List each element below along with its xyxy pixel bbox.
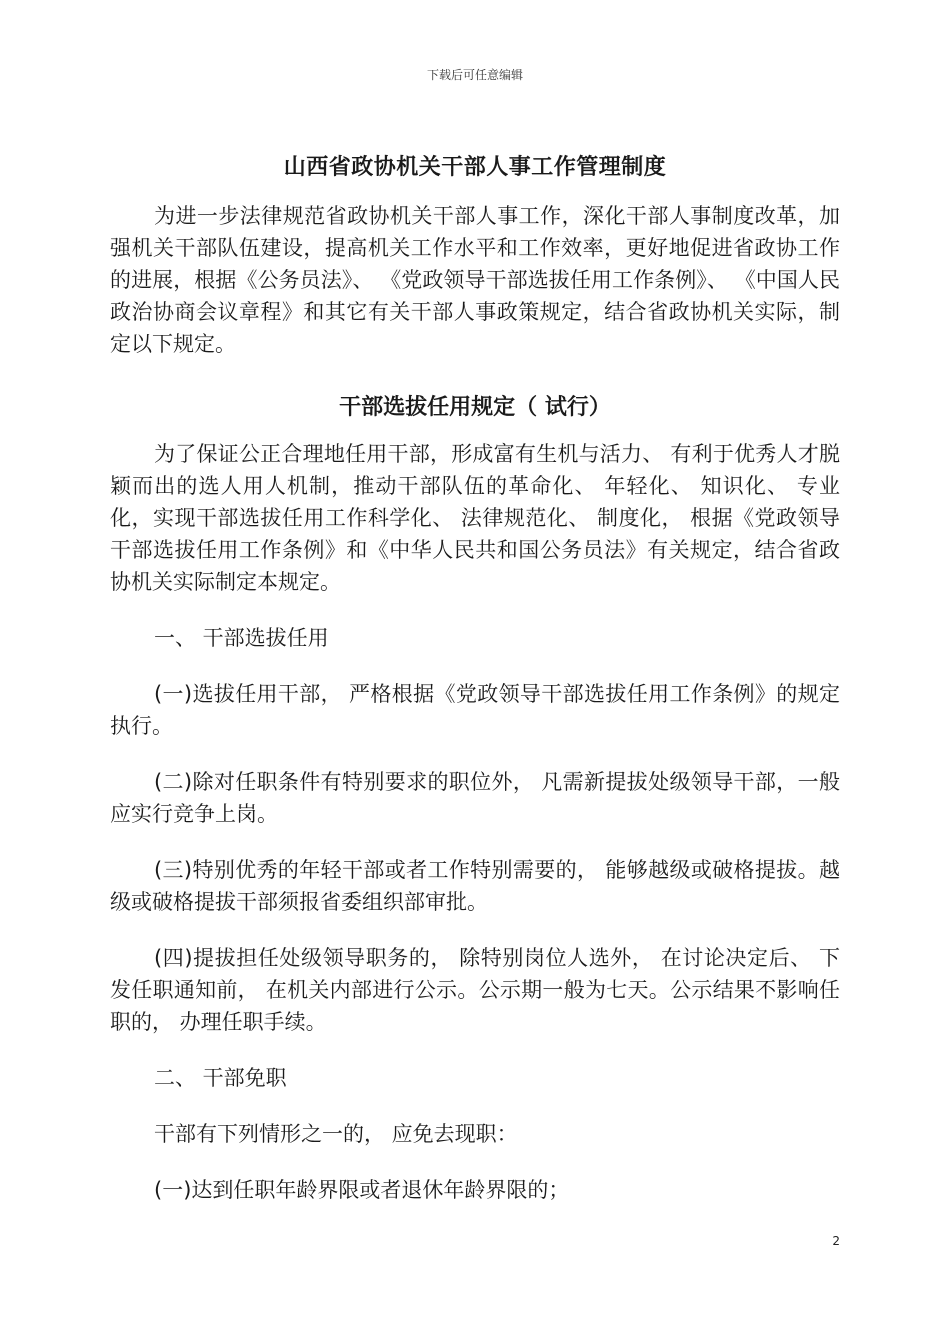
page-number: 2 [832, 1234, 840, 1248]
page-header: 下载后可任意编辑 [426, 68, 523, 82]
item-selection-4: (四)提拔担任处级领导职务的， 除特别岗位人选外， 在讨论决定后、 下发任职通知前， 在机关内部进行公示。公示期一般为七天。公示结果不影响任职的， 办理任职手续。 [110, 946, 840, 1034]
dismissal-lead: 干部有下列情形之一的， 应免去现职： [154, 1122, 518, 1146]
document-title: 山西省政协机关干部人事工作管理制度 [283, 155, 667, 180]
paragraph-purpose: 为了保证公正合理地任用干部，形成富有生机与活力、 有利于优秀人才脱颖而出的选人用人机制，推动干部队伍的革命化、 年轻化、 知识化、 专业化，实现干部选拔任用工作科学化、 法律规范化、 制度化， 根据《党政领导干部选拔任用工作条例》和《中华人民共和国公务员法》有关规定，结合省政协机关实际制定本规定。 [110, 442, 840, 594]
item-selection-1: (一)选拔任用干部， 严格根据《党政领导干部选拔任用工作条例》的规定执行。 [110, 682, 840, 738]
section-title: 干部选拔任用规定（ 试行） [339, 395, 611, 420]
item-selection-2: (二)除对任职条件有特别要求的职位外， 凡需新提拔处级领导干部，一般应实行竞争上岗。 [110, 770, 840, 826]
document-body [110, 150, 840, 1222]
item-dismissal-1: (一)达到任职年龄界限或者退休年龄界限的； [154, 1178, 570, 1202]
intro-paragraph: 为进一步法律规范省政协机关干部人事工作，深化干部人事制度改革，加强机关干部队伍建设，提高机关工作水平和工作效率，更好地促进省政协工作的进展，根据《公务员法》、 《党政领导干部选拔任用工作条例》、 《中国人民政治协商会议章程》和其它有关干部人事政策规定，结合省政协机关实际，制定以下规定。 [110, 204, 840, 356]
heading-dismissal: 二、 干部免职 [154, 1066, 287, 1090]
item-selection-3: (三)特别优秀的年轻干部或者工作特别需要的， 能够越级或破格提拔。越级或破格提拔干部须报省委组织部审批。 [110, 858, 840, 914]
heading-selection: 一、 干部选拔任用 [154, 626, 329, 650]
